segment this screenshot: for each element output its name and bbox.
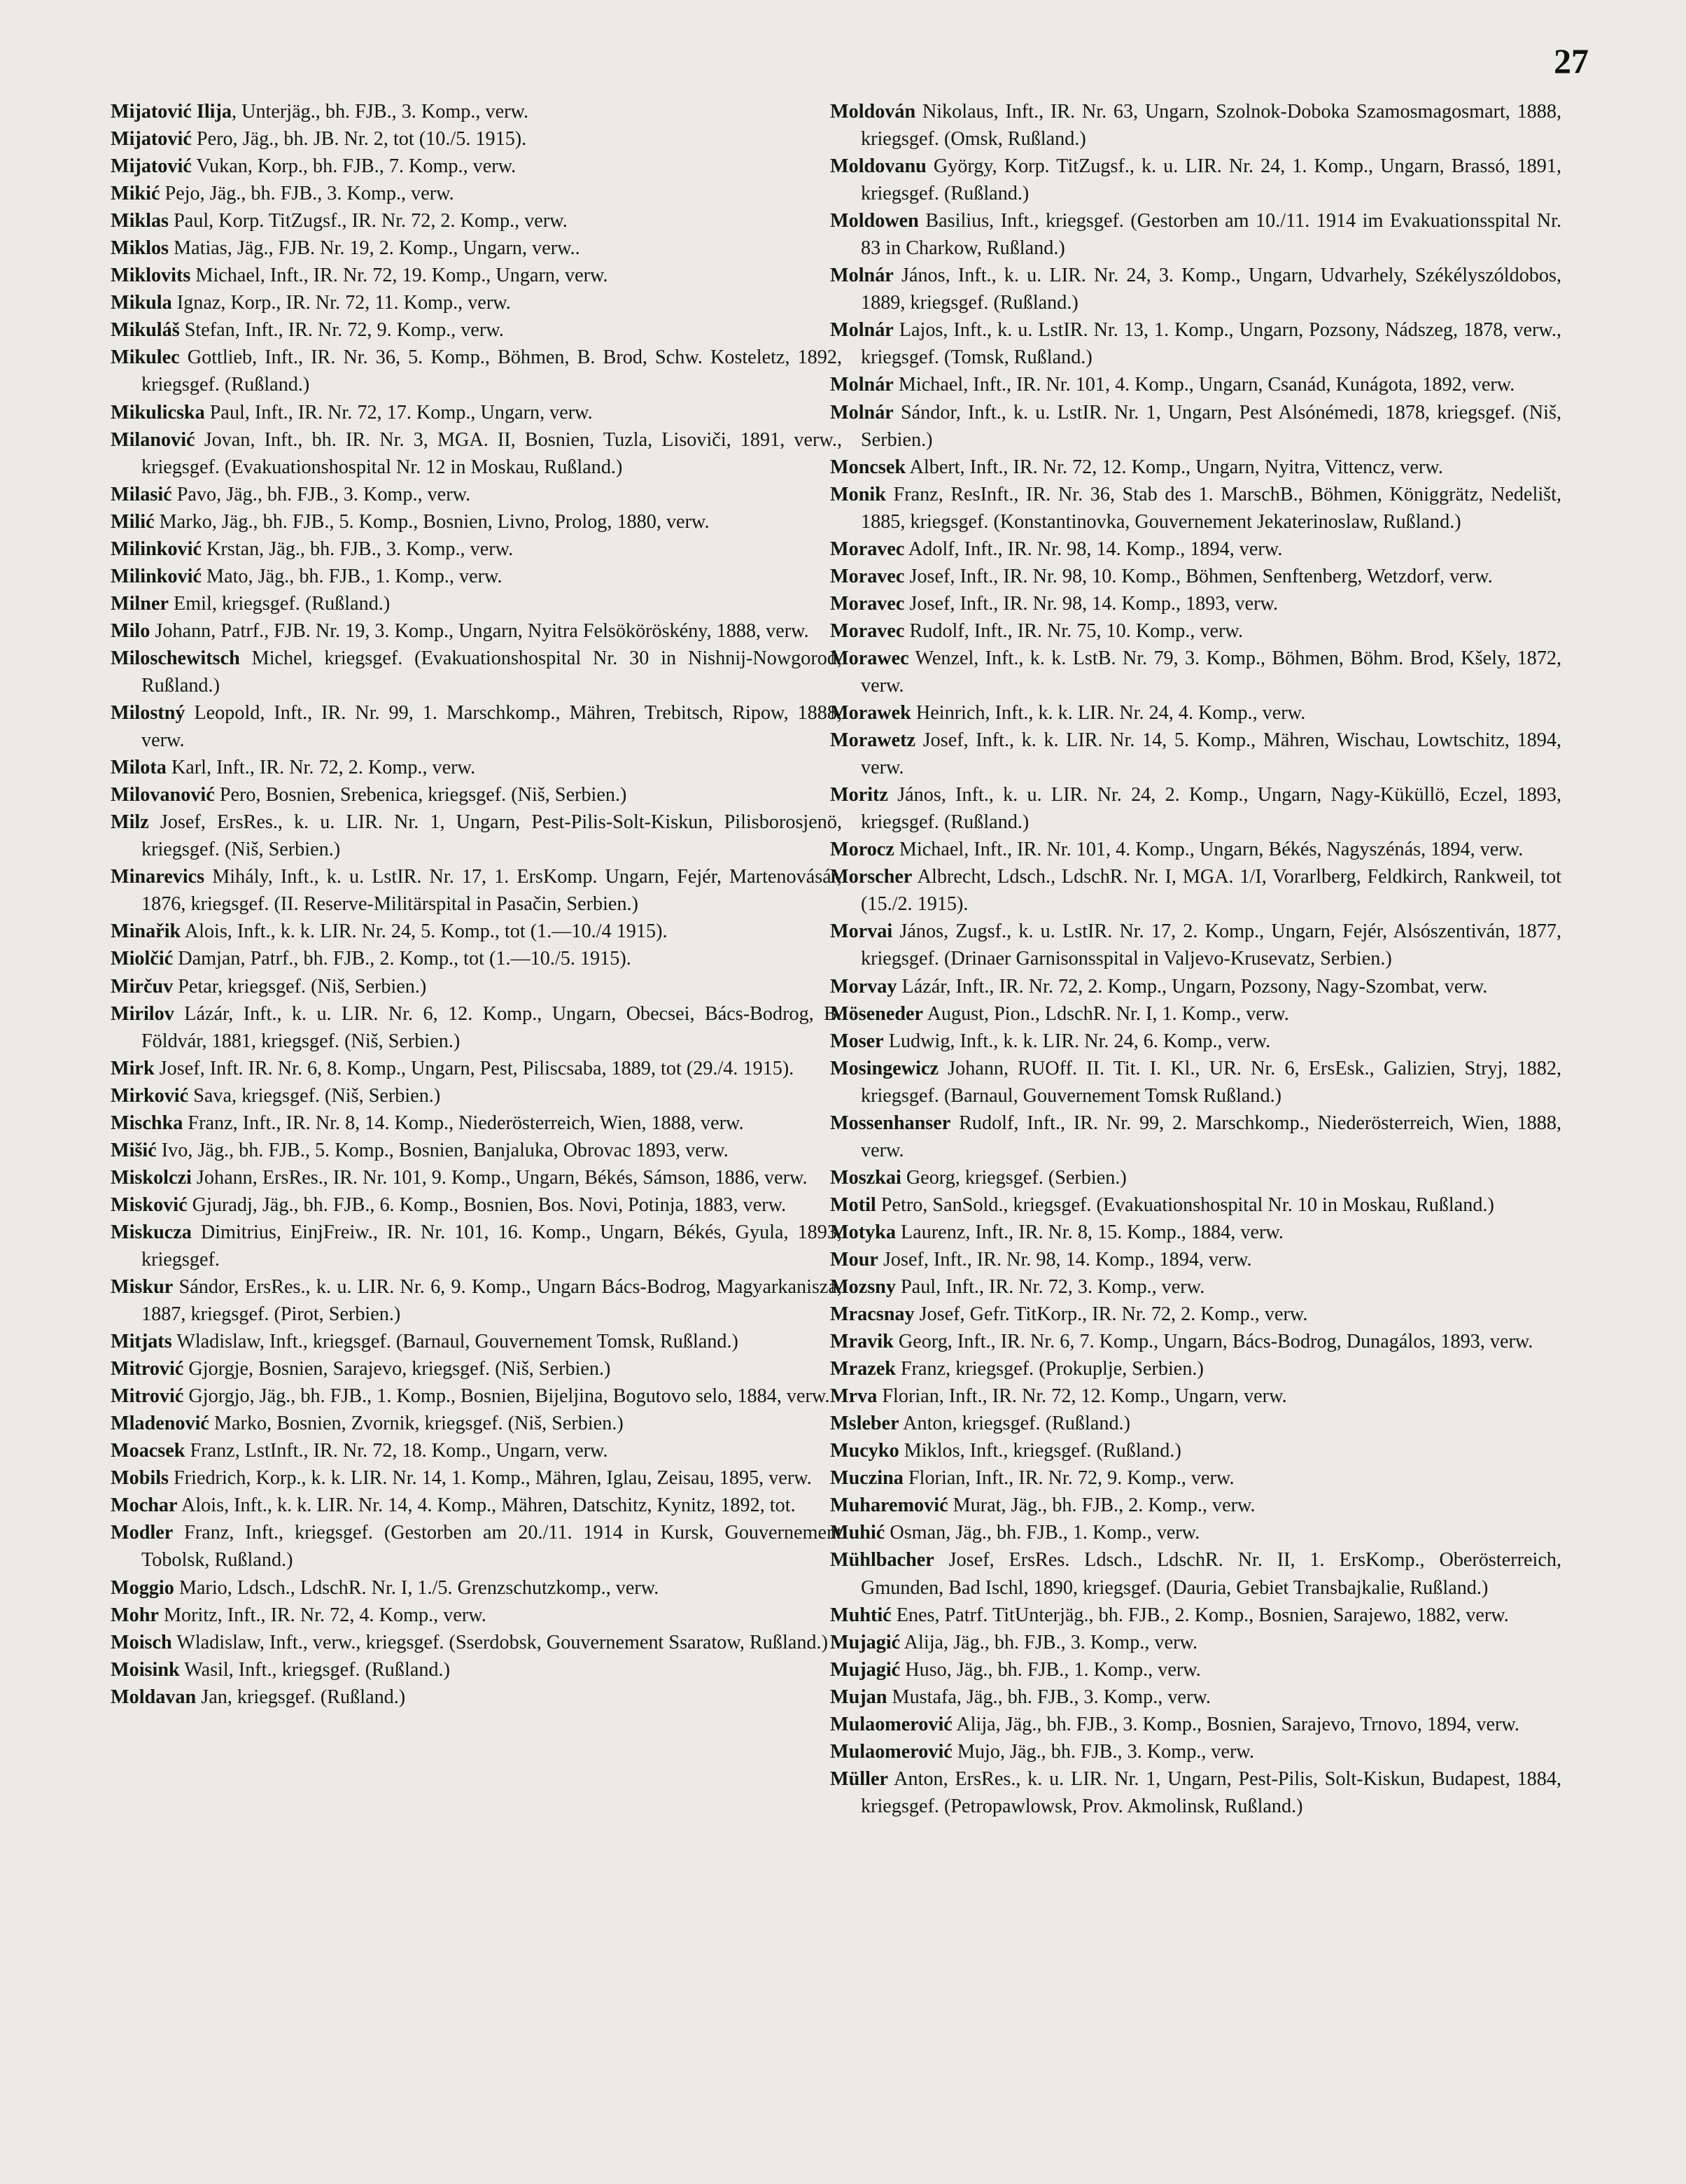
entry-surname: Muczina <box>830 1467 904 1490</box>
casualty-entry <box>111 617 842 645</box>
entry-surname: Modler <box>111 1522 174 1544</box>
entry-surname: Milner <box>111 592 169 615</box>
casualty-entry <box>111 1410 842 1437</box>
entry-surname: Mujan <box>830 1686 887 1708</box>
entry-details: Josef, ErsRes. Ldsch., LdschR. Nr. II, 1. ErsKomp., Oberösterreich, Gmunden, Bad Ischl, 1890, kriegsgef. (Dauria, Gebiet Transbajkalie, Rußland.) <box>861 1549 1561 1599</box>
entry-details: , Unterjäg., bh. FJB., 3. Komp., verw. <box>232 101 529 122</box>
entry-surname: Miskolczi <box>111 1166 192 1189</box>
casualty-entry <box>111 808 842 863</box>
entry-details: Alois, Inft., k. k. LIR. Nr. 24, 5. Komp., tot (1.—10./4 1915). <box>181 920 668 943</box>
entry-details: Jan, kriegsgef. (Rußland.) <box>196 1686 406 1708</box>
casualty-entry <box>830 1328 1561 1355</box>
entry-surname: Minařik <box>111 920 181 943</box>
entry-surname: Mladenović <box>111 1413 209 1435</box>
casualty-entry <box>111 536 842 563</box>
entry-details: Gjorgjo, Jäg., bh. FJB., 1. Komp., Bosnien, Bijeljina, Bogutovo selo, 1884, verw. <box>183 1385 830 1408</box>
casualty-entry <box>111 98 842 125</box>
entry-details: Johann, RUOff. II. Tit. I. Kl., UR. Nr. 6, ErsEsk., Galizien, Stryj, 1882, kriegsgef. (Barnaul, Gouvernement Tomsk Rußland.) <box>861 1057 1561 1107</box>
entry-surname: Moldován <box>830 101 916 122</box>
casualty-entry <box>830 699 1561 727</box>
entry-details: Michael, Inft., IR. Nr. 101, 4. Komp., Ungarn, Csanád, Kunágota, 1892, verw. <box>893 374 1515 396</box>
left-column <box>111 98 842 1711</box>
entry-surname: Moggio <box>111 1576 174 1599</box>
entry-details: Gjorgje, Bosnien, Sarajevo, kriegsgef. (Niš, Serbien.) <box>183 1358 611 1380</box>
casualty-entry <box>111 1382 842 1410</box>
casualty-entry <box>830 781 1561 836</box>
entry-surname: Milinković <box>111 565 202 587</box>
entry-details: János, Inft., k. u. LIR. Nr. 24, 2. Komp., Ungarn, Nagy-Küküllö, Eczel, 1893, kriegsgef. (Rußland.) <box>861 784 1561 834</box>
casualty-entry <box>830 590 1561 617</box>
casualty-entry <box>111 289 842 316</box>
entry-details: Michael, Inft., IR. Nr. 101, 4. Komp., Ungarn, Békés, Nagyszénás, 1894, verw. <box>894 839 1524 861</box>
entry-surname: Mravik <box>830 1331 894 1353</box>
casualty-entry <box>830 1246 1561 1273</box>
right-column <box>830 98 1561 1820</box>
entry-details: August, Pion., LdschR. Nr. I, 1. Komp., verw. <box>923 1002 1289 1025</box>
entry-details: Pero, Bosnien, Srebenica, kriegsgef. (Niš, Serbien.) <box>214 784 627 806</box>
entry-surname: Moldavan <box>111 1686 197 1708</box>
entry-details: Damjan, Patrf., bh. FJB., 2. Komp., tot (1.—10./5. 1915). <box>173 948 631 970</box>
casualty-entry <box>111 973 842 1000</box>
entry-details: György, Korp. TitZugsf., k. u. LIR. Nr. 24, 1. Komp., Ungarn, Brassó, 1891, kriegsgef. (Rußland.) <box>861 155 1561 205</box>
entry-details: Mujo, Jäg., bh. FJB., 3. Komp., verw. <box>952 1740 1254 1763</box>
entry-details: Mihály, Inft., k. u. LstIR. Nr. 17, 1. ErsKomp. Ungarn, Fejér, Martenovásár, 1876, kriegsgef. (II. Reserve-Militärspital in Pasačin, Serbien.) <box>141 866 842 916</box>
entry-surname: Mohr <box>111 1604 159 1626</box>
casualty-entry <box>830 563 1561 590</box>
entry-details: Marko, Jäg., bh. FJB., 5. Komp., Bosnien, Livno, Prolog, 1880, verw. <box>154 510 710 533</box>
casualty-entry <box>111 125 842 153</box>
entry-details: Leopold, Inft., IR. Nr. 99, 1. Marschkomp., Mähren, Trebitsch, Ripow, 1888, verw. <box>141 702 842 752</box>
entry-details: Paul, Inft., IR. Nr. 72, 3. Komp., verw. <box>895 1276 1205 1298</box>
entry-details: Emil, kriegsgef. (Rußland.) <box>168 592 391 615</box>
entry-surname: Mosingewicz <box>830 1057 939 1079</box>
entry-surname: Miklovits <box>111 265 191 287</box>
entry-surname: Moldovanu <box>830 155 927 178</box>
casualty-entry <box>111 863 842 918</box>
entry-surname: Moisink <box>111 1658 180 1681</box>
entry-details: Anton, ErsRes., k. u. LIR. Nr. 1, Ungarn, Pest-Pilis, Solt-Kiskun, Budapest, 1884, kriegsgef. (Petropawlowsk, Prov. Akmolinsk, Rußland.) <box>861 1768 1561 1817</box>
casualty-entry <box>830 1738 1561 1765</box>
casualty-entry <box>830 1273 1561 1301</box>
casualty-entry <box>830 481 1561 536</box>
entry-surname: Milota <box>111 757 167 779</box>
casualty-entry <box>111 754 842 781</box>
entry-surname: Mijatović <box>111 128 192 150</box>
casualty-entry <box>111 399 842 426</box>
entry-surname: Milinković <box>111 538 202 560</box>
casualty-entry <box>111 1000 842 1055</box>
entry-details: Georg, kriegsgef. (Serbien.) <box>901 1166 1127 1189</box>
casualty-entry <box>111 918 842 945</box>
entry-surname: Mrazek <box>830 1358 896 1380</box>
entry-surname: Moser <box>830 1030 884 1052</box>
entry-details: Ignaz, Korp., IR. Nr. 72, 11. Komp., verw. <box>171 292 511 314</box>
casualty-entry <box>830 399 1561 454</box>
entry-details: Wasil, Inft., kriegsgef. (Rußland.) <box>179 1658 450 1681</box>
entry-details: Mario, Ldsch., LdschR. Nr. I, 1./5. Grenzschutzkomp., verw. <box>174 1576 659 1599</box>
entry-surname: Muhtić <box>830 1604 892 1626</box>
entry-surname: Moravec <box>830 538 905 560</box>
casualty-entry <box>830 1492 1561 1519</box>
entry-details: Rudolf, Inft., IR. Nr. 75, 10. Komp., verw. <box>904 620 1243 642</box>
casualty-entry <box>111 1355 842 1382</box>
entry-surname: Mischka <box>111 1112 183 1134</box>
entry-surname: Moisch <box>111 1631 172 1653</box>
casualty-entry <box>830 1055 1561 1110</box>
casualty-entry <box>830 617 1561 645</box>
casualty-entry <box>111 699 842 754</box>
entry-surname: Moravec <box>830 620 905 642</box>
casualty-entry <box>111 645 842 699</box>
entry-details: Lázár, Inft., k. u. LIR. Nr. 6, 12. Komp., Ungarn, Obecsei, Bács-Bodrog, B. Földvár, 1881, kriegsgef. (Niš, Serbien.) <box>141 1002 842 1052</box>
entry-surname: Milz <box>111 811 149 834</box>
casualty-entry <box>830 1110 1561 1164</box>
entry-surname: Molnár <box>830 265 894 287</box>
entry-details: Murat, Jäg., bh. FJB., 2. Komp., verw. <box>948 1494 1256 1517</box>
entry-surname: Moldowen <box>830 210 919 232</box>
entry-surname: Mochar <box>111 1494 178 1517</box>
casualty-entry <box>830 1519 1561 1546</box>
casualty-entry <box>111 316 842 344</box>
entry-surname: Milanović <box>111 428 195 451</box>
entry-details: Sava, kriegsgef. (Niš, Serbien.) <box>188 1084 441 1107</box>
entry-surname: Mirković <box>111 1084 189 1107</box>
entry-details: Franz, Inft., IR. Nr. 8, 14. Komp., Niederösterreich, Wien, 1888, verw. <box>183 1112 744 1134</box>
entry-details: Pero, Jäg., bh. JB. Nr. 2, tot (10./5. 1915). <box>191 128 527 150</box>
entry-details: Pejo, Jäg., bh. FJB., 3. Komp., verw. <box>160 183 454 205</box>
entry-surname: Motyka <box>830 1221 896 1243</box>
entry-surname: Morocz <box>830 839 894 861</box>
entry-details: Ivo, Jäg., bh. FJB., 5. Komp., Bosnien, Banjaluka, Obrovac 1893, verw. <box>156 1139 729 1161</box>
entry-details: Sándor, Inft., k. u. LstIR. Nr. 1, Ungarn, Pest Alsónémedi, 1878, kriegsgef. (Niš, Serbien.) <box>861 401 1561 451</box>
entry-surname: Muharemović <box>830 1494 948 1517</box>
casualty-entry <box>830 918 1561 972</box>
entry-details: Wenzel, Inft., k. k. LstB. Nr. 79, 3. Komp., Böhmen, Böhm. Brod, Kšely, 1872, verw. <box>861 647 1561 696</box>
entry-details: Gjuradj, Jäg., bh. FJB., 6. Komp., Bosnien, Bos. Novi, Potinja, 1883, verw. <box>187 1194 787 1216</box>
entry-surname: Mikulec <box>111 346 180 369</box>
casualty-entry <box>830 1000 1561 1028</box>
casualty-entry <box>830 1191 1561 1219</box>
entry-surname: Morawetz <box>830 729 916 752</box>
entry-details: Mustafa, Jäg., bh. FJB., 3. Komp., verw. <box>887 1686 1211 1708</box>
entry-surname: Miloschewitsch <box>111 647 240 669</box>
entry-details: Jovan, Inft., bh. IR. Nr. 3, MGA. II, Bosnien, Tuzla, Lisoviči, 1891, verw., kriegsgef. (Evakuationshospital Nr. 12 in Moskau, Rußland.) <box>141 428 842 478</box>
entry-surname: Moravec <box>830 592 905 615</box>
entry-details: Rudolf, Inft., IR. Nr. 99, 2. Marschkomp., Niederösterreich, Wien, 1888, verw. <box>861 1112 1561 1161</box>
casualty-entry <box>111 153 842 180</box>
casualty-entry <box>111 180 842 207</box>
entry-surname: Mozsny <box>830 1276 896 1298</box>
casualty-entry <box>830 1028 1561 1055</box>
entry-details: Laurenz, Inft., IR. Nr. 8, 15. Komp., 1884, verw. <box>895 1221 1284 1243</box>
entry-surname: Müller <box>830 1768 888 1790</box>
casualty-entry <box>830 1629 1561 1656</box>
page-number: 27 <box>1554 41 1589 80</box>
entry-details: Moritz, Inft., IR. Nr. 72, 4. Komp., verw. <box>158 1604 486 1626</box>
casualty-entry <box>830 727 1561 781</box>
entry-surname: Milasić <box>111 483 172 505</box>
entry-surname: Moncsek <box>830 456 906 478</box>
entry-surname: Mujagić <box>830 1658 901 1681</box>
casualty-entry <box>830 153 1561 207</box>
casualty-entry <box>111 262 842 289</box>
entry-surname: Mikuláš <box>111 319 180 342</box>
entry-details: Osman, Jäg., bh. FJB., 1. Komp., verw. <box>885 1522 1200 1544</box>
casualty-entry <box>111 344 842 398</box>
entry-surname: Mulaomerović <box>830 1713 953 1735</box>
entry-surname: Mirk <box>111 1057 155 1079</box>
entry-surname: Molnár <box>830 401 894 424</box>
entry-surname: Misković <box>111 1194 188 1216</box>
entry-details: Franz, ResInft., IR. Nr. 36, Stab des 1. MarschB., Böhmen, Königgrätz, Nedelišt, 1885, kriegsgef. (Konstantinovka, Gouvernement Jekaterinoslaw, Rußland.) <box>861 483 1561 533</box>
entry-details: Paul, Korp. TitZugsf., IR. Nr. 72, 2. Komp., verw. <box>169 210 568 232</box>
entry-surname: Milostný <box>111 702 185 724</box>
entry-surname: Molnár <box>830 319 894 342</box>
entry-details: Ludwig, Inft., k. k. LIR. Nr. 24, 6. Komp., verw. <box>883 1030 1271 1052</box>
casualty-entry <box>830 316 1561 371</box>
casualty-entry <box>111 1110 842 1137</box>
casualty-entry <box>111 781 842 808</box>
entry-surname: Morscher <box>830 866 913 888</box>
casualty-entry <box>830 1355 1561 1382</box>
entry-surname: Moszkai <box>830 1166 901 1189</box>
entry-details: Stefan, Inft., IR. Nr. 72, 9. Komp., verw. <box>179 319 504 342</box>
casualty-entry <box>111 1055 842 1082</box>
entry-surname: Mijatović Ilija <box>111 101 232 122</box>
entry-surname: Muhić <box>830 1522 885 1544</box>
casualty-entry <box>111 1602 842 1629</box>
casualty-entry <box>111 563 842 590</box>
casualty-entry <box>111 1137 842 1164</box>
entry-details: Josef, Gefr. TitKorp., IR. Nr. 72, 2. Komp., verw. <box>914 1303 1308 1326</box>
entry-details: Franz, LstInft., IR. Nr. 72, 18. Komp., Ungarn, verw. <box>185 1440 608 1462</box>
casualty-entry <box>111 590 842 617</box>
entry-details: Josef, Inft., IR. Nr. 98, 10. Komp., Böhmen, Senftenberg, Wetzdorf, verw. <box>904 565 1493 587</box>
casualty-entry <box>830 536 1561 563</box>
entry-details: Lajos, Inft., k. u. LstIR. Nr. 13, 1. Komp., Ungarn, Pozsony, Nádszeg, 1878, verw., kriegsgef. (Tomsk, Rußland.) <box>861 319 1561 369</box>
entry-surname: Milovanović <box>111 784 215 806</box>
entry-details: Wladislaw, Inft., verw., kriegsgef. (Sserdobsk, Gouvernement Ssaratow, Rußland.) <box>171 1631 828 1653</box>
casualty-entry <box>830 1765 1561 1820</box>
entry-details: Josef, Inft., IR. Nr. 98, 14. Komp., 1893, verw. <box>904 592 1279 615</box>
casualty-entry <box>111 1219 842 1273</box>
entry-surname: Mikula <box>111 292 172 314</box>
entry-surname: Milo <box>111 620 150 642</box>
entry-details: Matias, Jäg., FJB. Nr. 19, 2. Komp., Ungarn, verw.. <box>169 237 580 260</box>
casualty-entry <box>111 1684 842 1711</box>
entry-surname: Mitjats <box>111 1331 172 1353</box>
entry-surname: Mobils <box>111 1467 169 1490</box>
casualty-entry <box>830 1164 1561 1191</box>
entry-details: Mato, Jäg., bh. FJB., 1. Komp., verw. <box>201 565 503 587</box>
entry-surname: Mulaomerović <box>830 1740 953 1763</box>
entry-surname: Morvai <box>830 920 893 943</box>
casualty-entry <box>111 1574 842 1602</box>
entry-surname: Mour <box>830 1248 878 1270</box>
casualty-entry <box>830 207 1561 262</box>
entry-details: Franz, kriegsgef. (Prokuplje, Serbien.) <box>895 1358 1204 1380</box>
casualty-entry <box>111 1656 842 1684</box>
casualty-entry <box>111 1464 842 1492</box>
entry-surname: Mrva <box>830 1385 878 1408</box>
entry-details: Vukan, Korp., bh. FJB., 7. Komp., verw. <box>191 155 517 178</box>
entry-surname: Moritz <box>830 784 888 806</box>
casualty-entry <box>830 973 1561 1000</box>
casualty-entry <box>830 863 1561 918</box>
casualty-entry <box>111 426 842 481</box>
casualty-entry <box>111 1492 842 1519</box>
entry-details: Sándor, ErsRes., k. u. LIR. Nr. 6, 9. Komp., Ungarn Bács-Bodrog, Magyarkanisza, 1887, kriegsgef. (Pirot, Serbien.) <box>141 1276 842 1326</box>
entry-details: Georg, Inft., IR. Nr. 6, 7. Komp., Ungarn, Bács-Bodrog, Dunagálos, 1893, verw. <box>893 1331 1533 1353</box>
casualty-entry <box>830 1437 1561 1464</box>
entry-surname: Motil <box>830 1194 876 1216</box>
entry-surname: Mracsnay <box>830 1303 915 1326</box>
entry-surname: Morvay <box>830 975 897 997</box>
entry-details: Petro, SanSold., kriegsgef. (Evakuationshospital Nr. 10 in Moskau, Rußland.) <box>876 1194 1494 1216</box>
entry-details: Miklos, Inft., kriegsgef. (Rußland.) <box>899 1440 1181 1462</box>
entry-surname: Mitrović <box>111 1358 184 1380</box>
entry-details: Michael, Inft., IR. Nr. 72, 19. Komp., Ungarn, verw. <box>190 265 608 287</box>
entry-details: Anton, kriegsgef. (Rußland.) <box>899 1413 1130 1435</box>
entry-surname: Miskur <box>111 1276 174 1298</box>
entry-details: Johann, Patrf., FJB. Nr. 19, 3. Komp., Ungarn, Nyitra Felsököröskény, 1888, verw. <box>150 620 809 642</box>
entry-surname: Molnár <box>830 374 894 396</box>
entry-details: Adolf, Inft., IR. Nr. 98, 14. Komp., 1894, verw. <box>904 538 1283 560</box>
entry-surname: Msleber <box>830 1413 899 1435</box>
entry-details: Pavo, Jäg., bh. FJB., 3. Komp., verw. <box>171 483 471 505</box>
entry-surname: Minarevics <box>111 866 205 888</box>
entry-details: Heinrich, Inft., k. k. LIR. Nr. 24, 4. Komp., verw. <box>911 702 1306 724</box>
casualty-entry <box>830 1382 1561 1410</box>
entry-details: Florian, Inft., IR. Nr. 72, 9. Komp., verw. <box>903 1467 1235 1490</box>
casualty-entry <box>111 481 842 508</box>
entry-details: Gottlieb, Inft., IR. Nr. 36, 5. Komp., Böhmen, B. Brod, Schw. Kosteletz, 1892, kriegsgef. (Rußland.) <box>141 346 842 396</box>
casualty-entry <box>830 836 1561 863</box>
entry-details: Josef, Inft., k. k. LIR. Nr. 14, 5. Komp., Mähren, Wischau, Lowtschitz, 1894, verw. <box>861 729 1561 779</box>
casualty-entry <box>830 1301 1561 1328</box>
casualty-entry <box>111 945 842 972</box>
casualty-entry <box>830 454 1561 481</box>
entry-details: Lázár, Inft., IR. Nr. 72, 2. Komp., Ungarn, Pozsony, Nagy-Szombat, verw. <box>897 975 1488 997</box>
entry-surname: Mišić <box>111 1139 157 1161</box>
casualty-entry <box>111 1191 842 1219</box>
entry-surname: Mitrović <box>111 1385 184 1408</box>
entry-details: Friedrich, Korp., k. k. LIR. Nr. 14, 1. Komp., Mähren, Iglau, Zeisau, 1895, verw. <box>169 1467 812 1490</box>
entry-surname: Miklas <box>111 210 169 232</box>
casualty-entry <box>830 1656 1561 1684</box>
entry-details: Alois, Inft., k. k. LIR. Nr. 14, 4. Komp., Mähren, Datschitz, Kynitz, 1892, tot. <box>177 1494 796 1517</box>
casualty-entry <box>111 1082 842 1110</box>
entry-details: Albert, Inft., IR. Nr. 72, 12. Komp., Ungarn, Nyitra, Vittencz, verw. <box>906 456 1443 478</box>
casualty-entry <box>111 1328 842 1355</box>
entry-surname: Mikulicska <box>111 401 205 424</box>
entry-surname: Miklos <box>111 237 169 260</box>
entry-details: Enes, Patrf. TitUnterjäg., bh. FJB., 2. Komp., Bosnien, Sarajewo, 1882, verw. <box>891 1604 1509 1626</box>
casualty-entry <box>830 98 1561 153</box>
casualty-entry <box>111 1164 842 1191</box>
casualty-entry <box>830 1684 1561 1711</box>
entry-details: Paul, Inft., IR. Nr. 72, 17. Komp., Ungarn, verw. <box>204 401 593 424</box>
entry-surname: Möseneder <box>830 1002 924 1025</box>
entry-surname: Mirilov <box>111 1002 174 1025</box>
entry-surname: Mossenhanser <box>830 1112 951 1134</box>
entry-details: Josef, ErsRes., k. u. LIR. Nr. 1, Ungarn, Pest-Pilis-Solt-Kiskun, Pilisborosjenö, kriegsgef. (Niš, Serbien.) <box>141 811 842 861</box>
entry-details: Krstan, Jäg., bh. FJB., 3. Komp., verw. <box>201 538 514 560</box>
entry-details: János, Inft., k. u. LIR. Nr. 24, 3. Komp., Ungarn, Udvarhely, Székélyszóldobos, 1889, kriegsgef. (Rußland.) <box>861 265 1561 314</box>
entry-details: Michel, kriegsgef. (Evakuationshospital Nr. 30 in Nishnij-Nowgorod, Rußland.) <box>141 647 842 696</box>
casualty-entry <box>111 508 842 536</box>
entry-details: Marko, Bosnien, Zvornik, kriegsgef. (Niš, Serbien.) <box>209 1413 624 1435</box>
entry-details: Alija, Jäg., bh. FJB., 3. Komp., Bosnien, Sarajevo, Trnovo, 1894, verw. <box>952 1713 1519 1735</box>
entry-details: Nikolaus, Inft., IR. Nr. 63, Ungarn, Szolnok-Doboka Szamosmagosmart, 1888, kriegsgef. (Omsk, Rußland.) <box>861 101 1561 150</box>
casualty-entry <box>111 1273 842 1328</box>
entry-surname: Morawek <box>830 702 911 724</box>
casualty-entry <box>111 207 842 234</box>
entry-details: Basilius, Inft., kriegsgef. (Gestorben am 10./11. 1914 im Evakuationsspital Nr. 83 in Charkow, Rußland.) <box>861 210 1561 260</box>
entry-details: Johann, ErsRes., IR. Nr. 101, 9. Komp., Ungarn, Békés, Sámson, 1886, verw. <box>191 1166 808 1189</box>
entry-surname: Mikić <box>111 183 160 205</box>
entry-surname: Mijatović <box>111 155 192 178</box>
casualty-entry <box>111 1629 842 1656</box>
casualty-entry <box>830 1602 1561 1629</box>
casualty-entry <box>830 1711 1561 1738</box>
casualty-entry <box>830 1219 1561 1246</box>
casualty-entry <box>830 262 1561 316</box>
casualty-entry <box>111 1437 842 1464</box>
entry-surname: Mirčuv <box>111 975 174 997</box>
casualty-entry <box>111 234 842 262</box>
entry-details: Josef, Inft. IR. Nr. 6, 8. Komp., Ungarn, Pest, Piliscsaba, 1889, tot (29./4. 1915). <box>154 1057 794 1079</box>
entry-surname: Miolčić <box>111 948 174 970</box>
casualty-entry <box>111 1519 842 1574</box>
entry-surname: Monik <box>830 483 886 505</box>
casualty-entry <box>830 645 1561 699</box>
entry-surname: Moravec <box>830 565 905 587</box>
entry-surname: Mujagić <box>830 1631 901 1653</box>
entry-surname: Mucyko <box>830 1440 899 1462</box>
casualty-entry <box>830 1410 1561 1437</box>
entry-details: Franz, Inft., kriegsgef. (Gestorben am 20./11. 1914 in Kursk, Gouvernement Tobolsk, Rußland.) <box>141 1522 842 1572</box>
entry-details: Karl, Inft., IR. Nr. 72, 2. Komp., verw. <box>166 757 476 779</box>
casualty-entry <box>830 1546 1561 1601</box>
entry-details: Florian, Inft., IR. Nr. 72, 12. Komp., Ungarn, verw. <box>877 1385 1287 1408</box>
entry-surname: Mühlbacher <box>830 1549 934 1572</box>
entry-surname: Morawec <box>830 647 909 669</box>
entry-details: Josef, Inft., IR. Nr. 98, 14. Komp., 1894, verw. <box>878 1248 1252 1270</box>
entry-details: Albrecht, Ldsch., LdschR. Nr. I, MGA. 1/I, Vorarlberg, Feldkirch, Rankweil, tot (15./2. 1915). <box>861 866 1561 916</box>
casualty-entry <box>830 371 1561 398</box>
entry-surname: Moacsek <box>111 1440 185 1462</box>
casualty-entry <box>830 1464 1561 1492</box>
entry-details: Dimitrius, EinjFreiw., IR. Nr. 101, 16. Komp., Ungarn, Békés, Gyula, 1893, kriegsgef. <box>141 1221 842 1270</box>
entry-surname: Milić <box>111 510 155 533</box>
entry-details: Huso, Jäg., bh. FJB., 1. Komp., verw. <box>900 1658 1201 1681</box>
entry-details: Wladislaw, Inft., kriegsgef. (Barnaul, Gouvernement Tomsk, Rußland.) <box>171 1331 738 1353</box>
entry-surname: Miskucza <box>111 1221 192 1243</box>
entry-details: János, Zugsf., k. u. LstIR. Nr. 17, 2. Komp., Ungarn, Fejér, Alsószentiván, 1877, kriegsgef. (Drinaer Garnisonsspital in Valjevo-Krusevatz, Serbien.) <box>861 920 1561 970</box>
entry-details: Alija, Jäg., bh. FJB., 3. Komp., verw. <box>900 1631 1198 1653</box>
entry-details: Petar, kriegsgef. (Niš, Serbien.) <box>173 975 427 997</box>
